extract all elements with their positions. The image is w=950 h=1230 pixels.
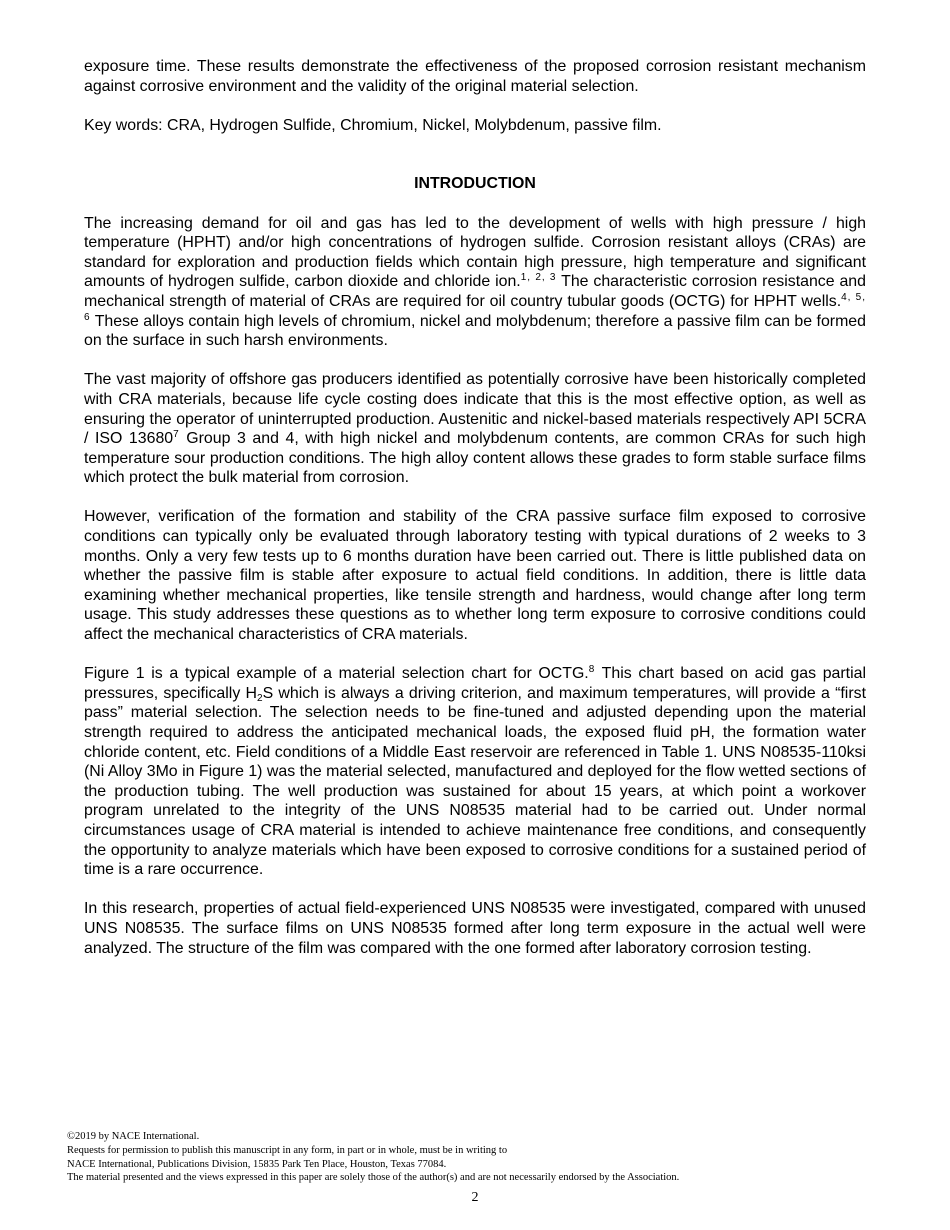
footer-copyright: ©2019 by NACE International. — [67, 1131, 200, 1142]
keywords-line: Key words: CRA, Hydrogen Sulfide, Chromium, Nickel, Molybdenum, passive film. — [84, 116, 662, 134]
paragraph-text: The increasing demand for oil and gas has led to the development of wells with high pressure / high temperature (HPHT) and/or high concentrations of hydrogen sulfide. Corrosion resistant alloys (CRAs) are standard for exploration and production fields which contain high pressure, high temperature and significant amounts of hydrogen sulfide, carbon dioxide and chloride ion. — [84, 214, 866, 291]
copyright-footer — [67, 1130, 883, 1185]
intro-paragraph-5: In this research, properties of actual field-experienced UNS N08535 were investigated, compared with unused UNS N08535. The surface films on UNS N08535 formed after long term exposure in the actual well were analyzed. The structure of the film was compared with the one formed after laboratory corrosion testing. — [84, 900, 866, 957]
page-number: 2 — [471, 1190, 479, 1205]
citation-superscript: 4, 5, 6 — [84, 291, 867, 323]
footer-address-line: NACE International, Publications Division, 15835 Park Ten Place, Houston, Texas 77084. — [67, 1158, 447, 1170]
paragraph-text: The vast majority of offshore gas producers identified as potentially corrosive have been historically completed with CRA materials, because life cycle costing does indicate that this is the most effective option, as well as ensuring the operator of uninterrupted production. Austenitic and nickel-based materials respectively API 5CRA / ISO 13680 — [84, 371, 866, 448]
abstract-tail-paragraph: exposure time. These results demonstrate the effectiveness of the proposed corrosion resistant mechanism against corrosive environment and the validity of the original material selection. — [84, 58, 866, 95]
citation-superscript: 7 — [173, 429, 180, 441]
intro-paragraph-1 — [84, 214, 866, 351]
intro-paragraph-4 — [84, 664, 866, 880]
section-heading-introduction: INTRODUCTION — [414, 175, 536, 193]
paragraph-text: These alloys contain high levels of chromium, nickel and molybdenum; therefore a passive film can be formed on the surface in such harsh environments. — [84, 312, 866, 350]
paragraph-text: Group 3 and 4, with high nickel and molybdenum contents, are common CRAs for such high temperature sour production conditions. The high alloy content allows these grades to form stable surface films which protect the bulk material from corrosion. — [84, 430, 867, 487]
intro-paragraph-2 — [84, 370, 866, 488]
paragraph-text: S which is always a driving criterion, and maximum temperatures, will provide a “first pass” material selection. The selection needs to be fine-tuned and adjusted depending upon the material strength required to address the anticipated mechanical loads, the exposed fluid pH, the formation water chloride content, etc. Field conditions of a Middle East reservoir are referenced in Table 1. UNS N08535-110ksi (Ni Alloy 3Mo in Figure 1) was the material selected, manufactured and deployed for the flow wetted sections of the production tubing. The well production was sustained for about 15 years, at which point a workover program unrelated to the integrity of the UNS N08535 material had to be carried out. Under normal circumstances usage of CRA material is intended to achieve maintenance free conditions, and consequently the opportunity to analyze materials which have been exposed to corrosive conditions for a sustained period of time is a rare occurrence. — [84, 684, 866, 879]
paragraph-text: This chart based on acid gas partial pressures, specifically H — [84, 665, 866, 702]
intro-paragraph-3: However, verification of the formation and stability of the CRA passive surface film exposed to corrosive conditions can typically only be evaluated through laboratory testing with typical durations of 2 weeks to 3 months. Only a very few tests up to 6 months duration have been carried out. There is little published data on whether the passive film is stable after exposure to actual field conditions. In addition, there is little data examining whether mechanical properties, like tensile strength and hardness, would change after long term usage. This study addresses these questions as to whether long term exposure to corrosive conditions could affect the mechanical characteristics of CRA materials. — [84, 508, 866, 644]
paragraph-text: Figure 1 is a typical example of a material selection chart for OCTG. — [84, 665, 589, 683]
chemical-subscript: 2 — [257, 692, 263, 704]
paragraph-text: The characteristic corrosion resistance and mechanical strength of material of CRAs are required for oil country tubular goods (OCTG) for HPHT wells. — [84, 273, 866, 310]
citation-superscript: 1, 2, 3 — [520, 272, 557, 284]
page-body — [84, 57, 866, 978]
footer-disclaimer-line: The material presented and the views expressed in this paper are solely those of the author(s) and are not necessarily endorsed by the Association. — [67, 1172, 680, 1184]
footer-permission-line: Requests for permission to publish this manuscript in any form, in part or in whole, must be in writing to — [67, 1144, 508, 1156]
citation-superscript: 8 — [588, 664, 596, 676]
